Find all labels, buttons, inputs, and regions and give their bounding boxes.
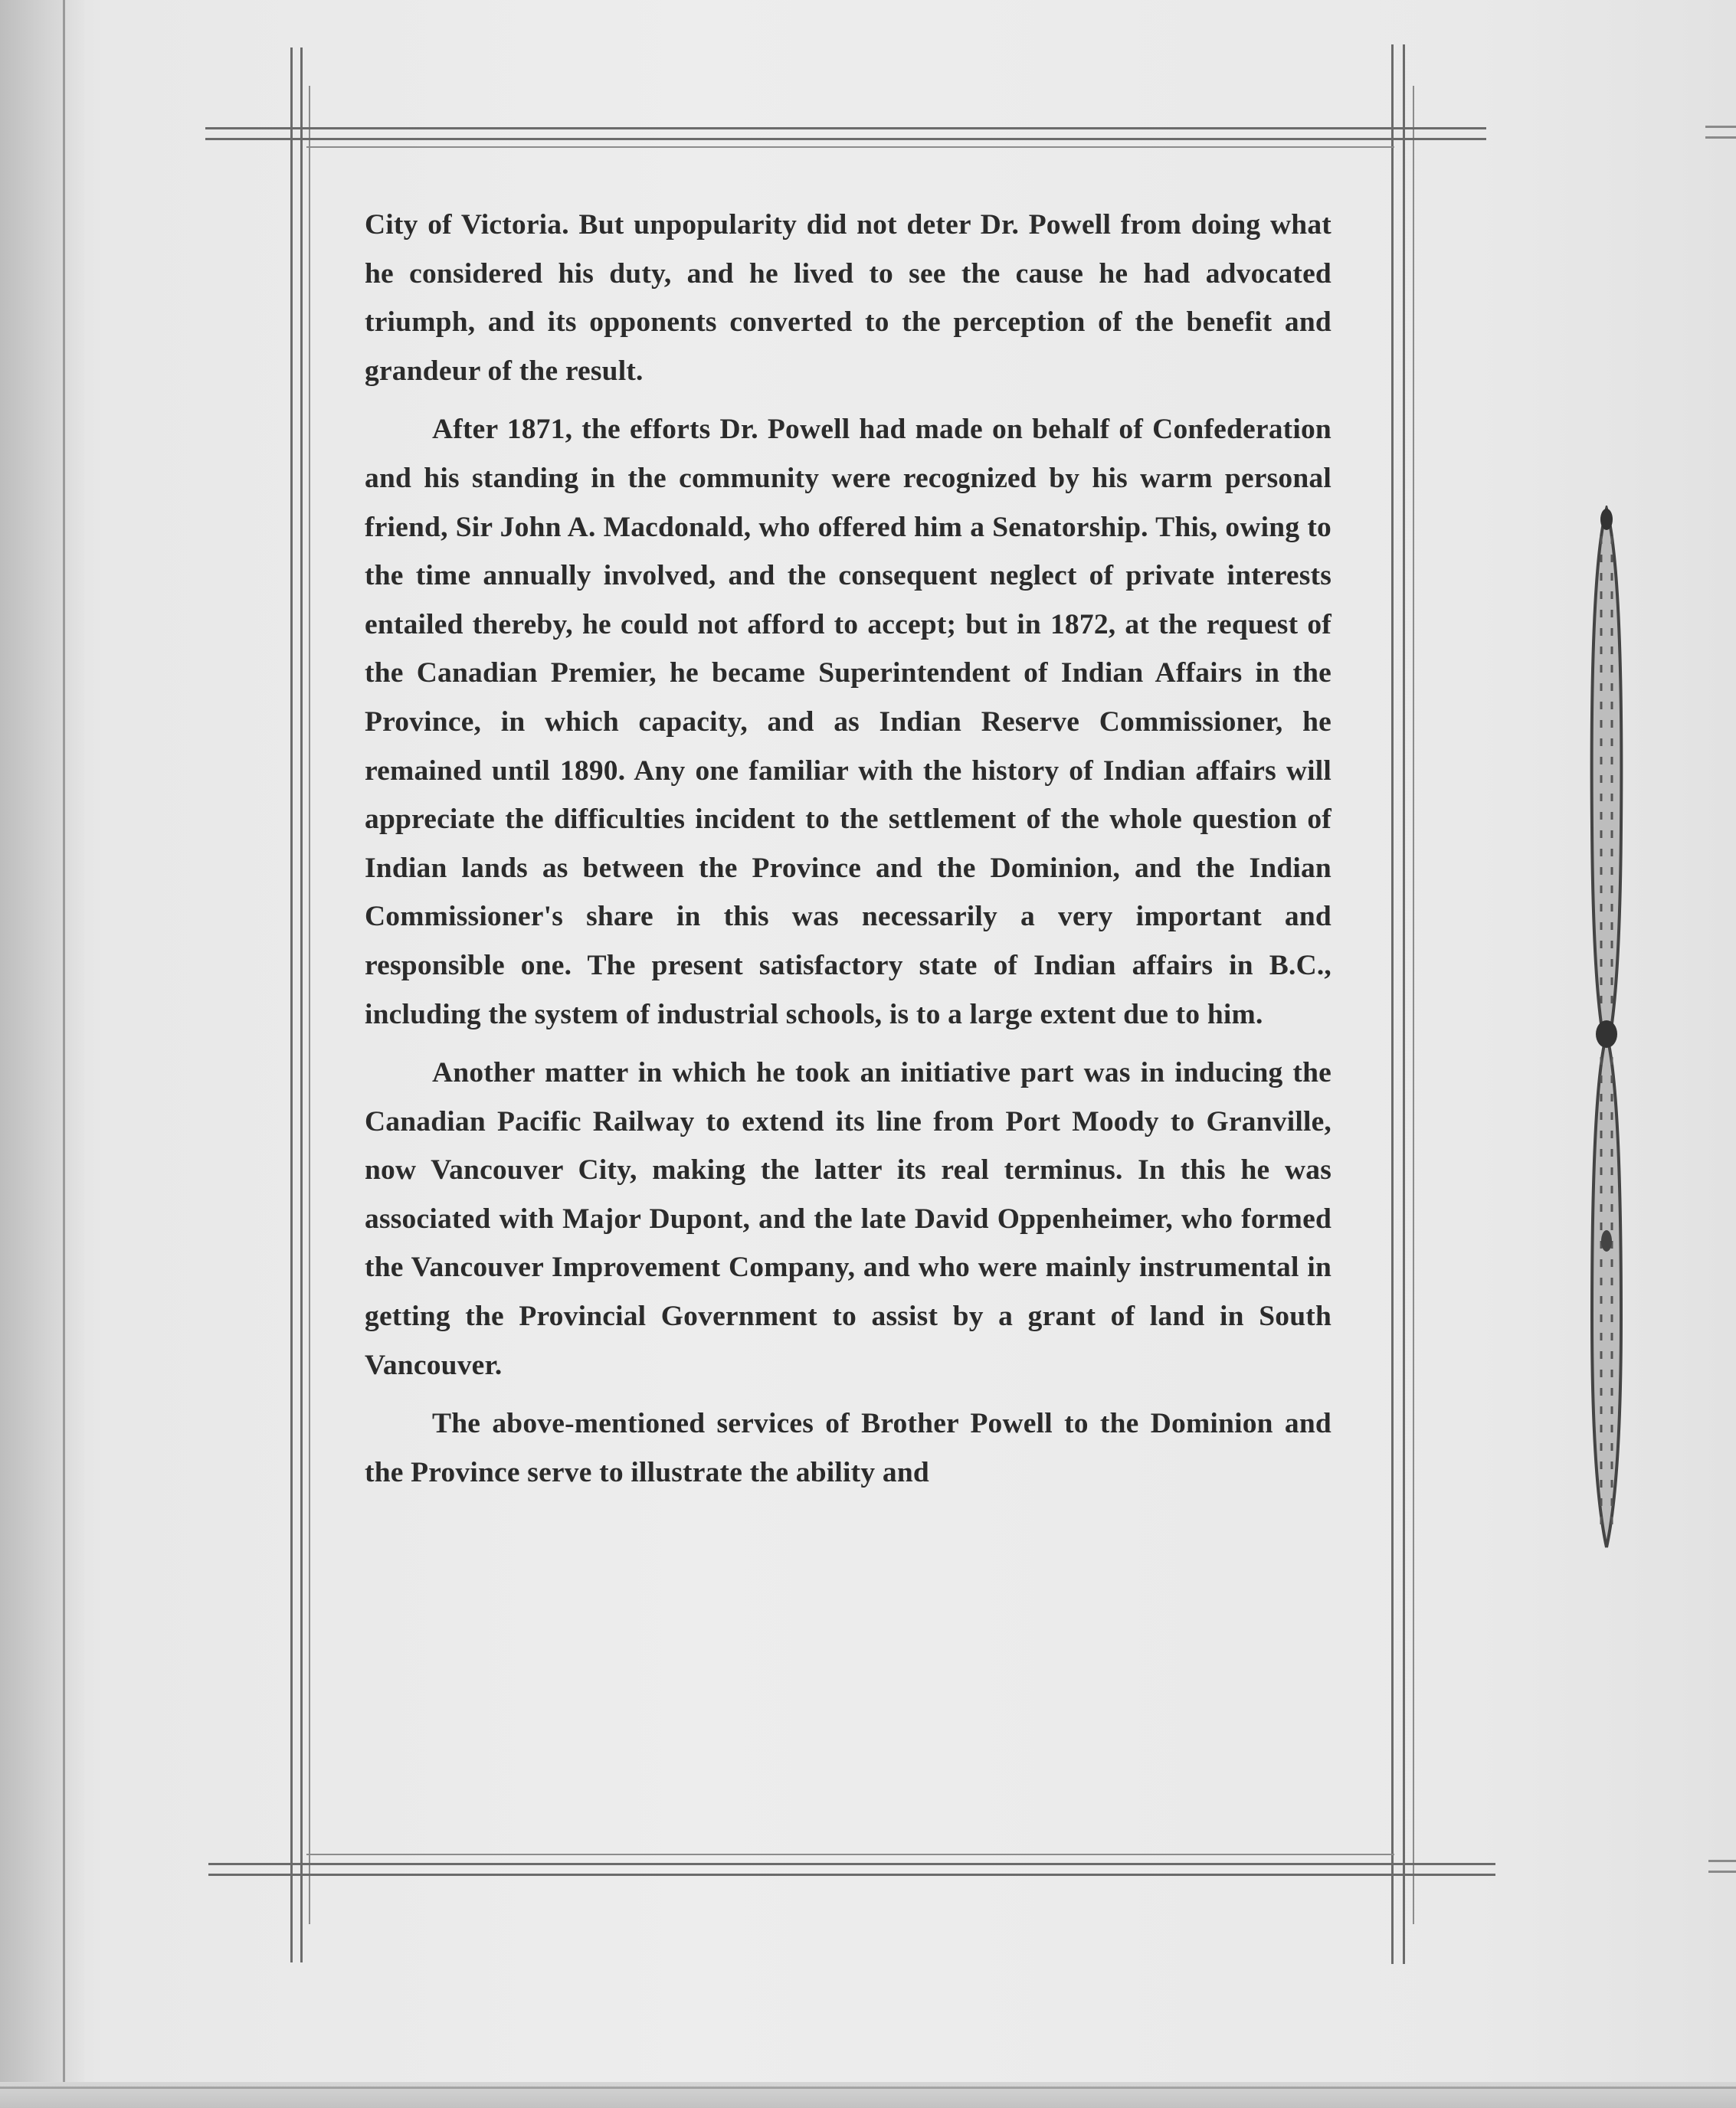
paragraph-2: After 1871, the efforts Dr. Powell had made on behalf of Confederation and his standing in the community were recognized by his warm personal friend, Sir John A. Macdonald, who offered him a Senatorship. This, owing to the time annually involved, and the consequent neglect of private interests entailed thereby, he could not afford to accept; but in 1872, at the request of the Canadian Premier, he became Superintendent of Indian Affairs in the Province, in which capacity, and as Indian Reserve Commissioner, he remained until 1890. Any one familiar with the history of Indian affairs will appreciate the difficulties incident to the settlement of the whole question of Indian lands as between the Province and the Dominion, and the Indian Commissioner's share in this was necessarily a very important and responsible one. The present satisfactory state of Indian affairs in B.C., including the system of industrial schools, is to a large extent due to him. [365,414,1331,1030]
frame-right-rule-inner [1403,44,1405,1964]
frame-right-rule-outer [1391,44,1394,1964]
paragraph-4: The above-mentioned services of Brother Powell to the Dominion and the Province serve to illustrate the ability and [365,1408,1331,1488]
page-text [365,201,1331,1817]
frame-bottom-rule-outer [208,1863,1495,1865]
right-edge-tick-bottom-2 [1708,1871,1736,1873]
right-edge-tick-top-2 [1705,136,1736,139]
bookmark-ribbon-icon [1583,506,1630,1550]
frame-left-rule-inner [300,47,303,1962]
frame-left-rule-third [309,86,310,1924]
frame-top-rule-third [306,146,1394,148]
bottom-edge-line [0,2087,1736,2089]
frame-bottom-rule-third [306,1854,1394,1855]
left-edge-line [63,0,65,2108]
frame-left-rule-outer [290,47,293,1962]
frame-top-rule-inner [205,138,1486,140]
frame-right-rule-third [1413,86,1414,1924]
right-edge-tick-bottom-1 [1708,1860,1736,1862]
paragraph-1: City of Victoria. But unpopularity did not deter Dr. Powell from doing what he considered his duty, and he lived to see the cause he had advocated triumph, and its opponents converted to the perception of the benefit and grandeur of the result. [365,209,1331,387]
left-page-edge [0,0,84,2108]
right-edge-tick-top-1 [1705,126,1736,128]
frame-top-rule-outer [205,127,1486,129]
frame-bottom-rule-inner [208,1874,1495,1876]
paragraph-3: Another matter in which he took an initiative part was in inducing the Canadian Pacific Railway to extend its line from Port Moody to Granville, now Vancouver City, making the latter its real terminus. In this he was associated with Major Dupont, and the late David Oppenheimer, who formed the Vancouver Improvement Company, and who were mainly instrumental in getting the Provincial Government to assist by a grant of land in South Vancouver. [365,1057,1331,1381]
